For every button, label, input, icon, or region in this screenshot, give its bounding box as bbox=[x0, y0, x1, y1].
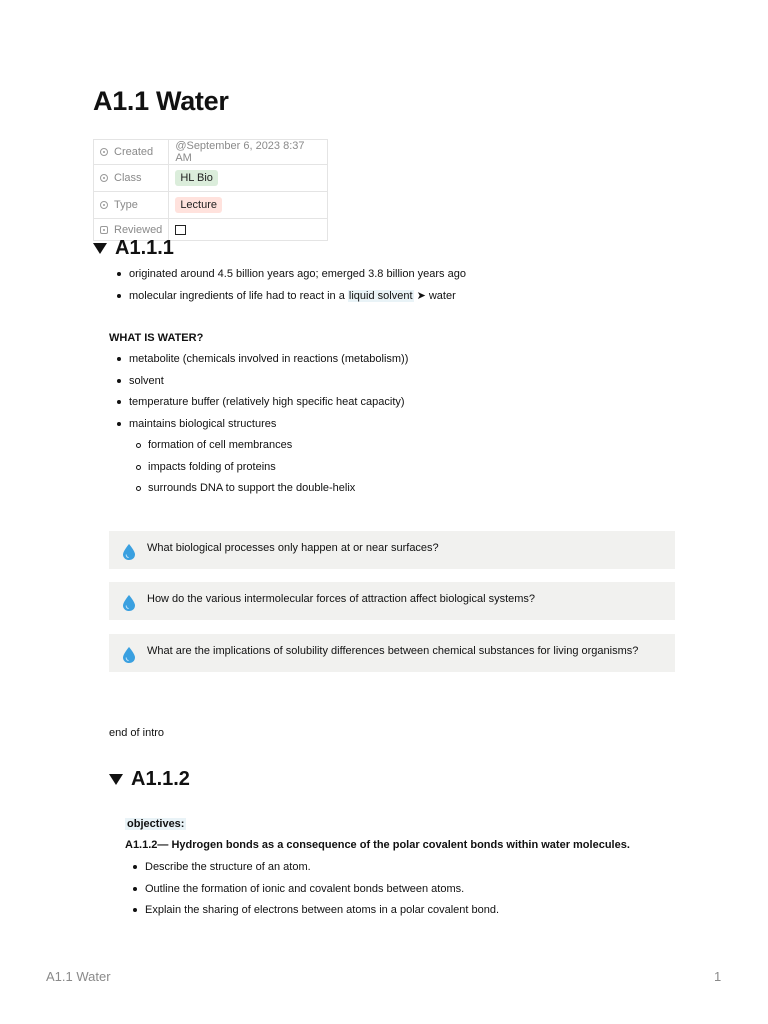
footer-title: A1.1 Water bbox=[46, 969, 111, 984]
list-item bbox=[129, 289, 466, 311]
section-heading: A1.1.1 bbox=[115, 237, 174, 259]
structures-list bbox=[148, 438, 355, 503]
type-label: Type bbox=[114, 199, 138, 211]
type-tag[interactable]: Lecture bbox=[175, 197, 222, 213]
list-item: originated around 4.5 billion years ago; emerged 3.8 billion years ago bbox=[129, 267, 466, 289]
list-item: surrounds DNA to support the double-helix bbox=[148, 481, 355, 503]
objective-list bbox=[145, 860, 499, 925]
subheading-what-is-water: WHAT IS WATER? bbox=[109, 332, 204, 344]
list-item: Explain the sharing of electrons between atoms in a polar covalent bond. bbox=[145, 903, 499, 925]
list-item: formation of cell membrances bbox=[148, 438, 355, 460]
toggle-heading-a1-1-1[interactable] bbox=[93, 237, 174, 260]
reviewed-checkbox[interactable] bbox=[175, 225, 186, 235]
page-number: 1 bbox=[714, 969, 722, 984]
bullet-text: molecular ingredients of life had to react in a bbox=[129, 289, 348, 302]
page-title: A1.1 Water bbox=[93, 86, 229, 116]
callout-block bbox=[109, 634, 675, 672]
callout-text: How do the various intermolecular forces of attraction affect biological systems? bbox=[147, 593, 536, 605]
objectives-label-row bbox=[125, 818, 186, 830]
select-icon bbox=[100, 174, 108, 182]
callout-text: What are the implications of solubility differences between chemical substances for living organisms? bbox=[147, 645, 639, 657]
toggle-heading-a1-1-2[interactable] bbox=[109, 768, 190, 791]
triangle-down-icon[interactable] bbox=[109, 774, 123, 785]
section-heading: A1.1.2 bbox=[131, 768, 190, 790]
list-item: impacts folding of proteins bbox=[148, 460, 355, 482]
objectives-label: objectives: bbox=[127, 818, 185, 830]
list-item: maintains biological structures bbox=[129, 417, 408, 439]
select-icon bbox=[100, 201, 108, 209]
water-list bbox=[129, 352, 408, 438]
end-note: end of intro bbox=[109, 727, 165, 739]
intro-list bbox=[129, 267, 466, 310]
triangle-down-icon[interactable] bbox=[93, 243, 107, 254]
clock-icon bbox=[100, 148, 108, 156]
arrow-icon: ➤ bbox=[416, 289, 426, 302]
callout-block bbox=[109, 531, 675, 569]
list-item: temperature buffer (relatively high specific heat capacity) bbox=[129, 395, 408, 417]
list-item: Outline the formation of ionic and covalent bonds between atoms. bbox=[145, 882, 499, 904]
list-item: metabolite (chemicals involved in reactions (metabolism)) bbox=[129, 352, 408, 374]
class-tag[interactable]: HL Bio bbox=[175, 170, 218, 186]
created-label: Created bbox=[114, 146, 154, 158]
highlight-text: liquid solvent bbox=[348, 289, 413, 302]
reviewed-label: Reviewed bbox=[114, 223, 163, 236]
property-type[interactable] bbox=[94, 192, 328, 219]
properties-table bbox=[93, 139, 328, 241]
callout-text: What biological processes only happen at or near surfaces? bbox=[147, 542, 439, 554]
water-drop-icon bbox=[123, 544, 135, 560]
bullet-text: water bbox=[428, 289, 456, 302]
property-created bbox=[94, 140, 328, 165]
objective-title: A1.1.2— Hydrogen bonds as a consequence of the polar covalent bonds within water molecules. bbox=[125, 839, 630, 851]
list-item: Describe the structure of an atom. bbox=[145, 860, 499, 882]
list-item: solvent bbox=[129, 374, 408, 396]
class-label: Class bbox=[114, 172, 142, 184]
created-value: @September 6, 2023 8:37 AM bbox=[169, 140, 328, 165]
callout-block bbox=[109, 582, 675, 620]
checkbox-property-icon bbox=[100, 226, 108, 234]
water-drop-icon bbox=[123, 647, 135, 663]
property-class[interactable] bbox=[94, 165, 328, 192]
water-drop-icon bbox=[123, 595, 135, 611]
